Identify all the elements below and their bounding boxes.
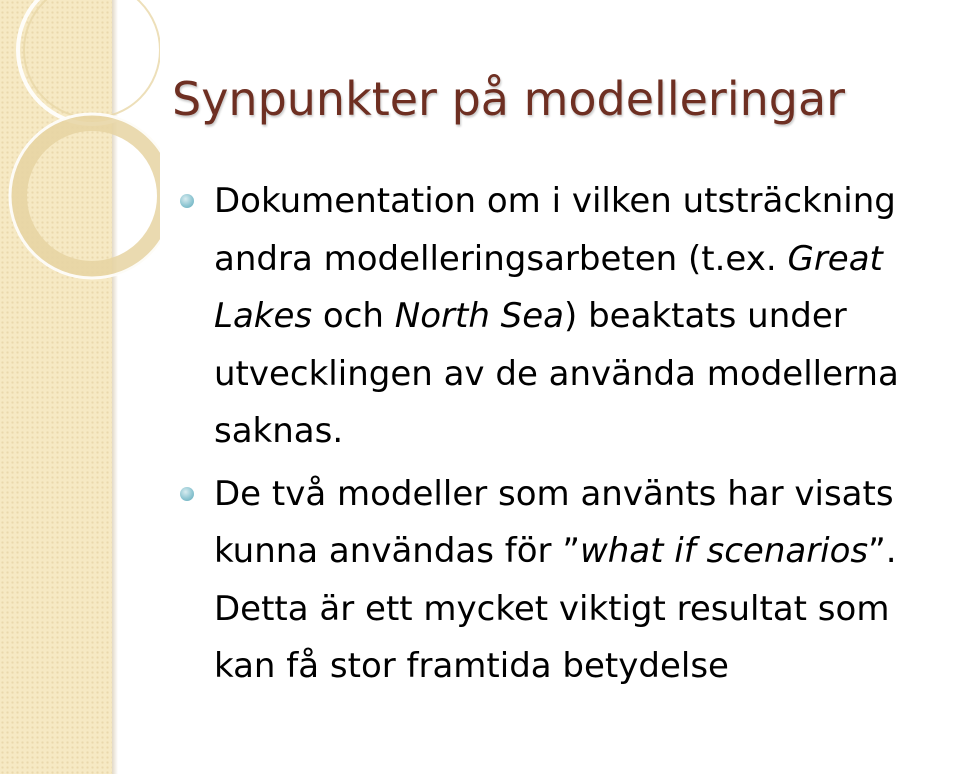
- bullet-text: Dokumentation om i vilken utsträckning andra modelleringsarbeten (t.ex.: [214, 181, 896, 279]
- bullet-text-italic: Great Lakes: [214, 238, 883, 336]
- bullet-list: [214, 173, 960, 696]
- slide-title: Synpunkter på modelleringar: [172, 72, 846, 126]
- bullet-text: och: [312, 296, 395, 336]
- bullet-item: [214, 173, 960, 461]
- decorative-circles: [0, 0, 160, 290]
- bullet-item: [214, 466, 960, 696]
- bullet-dot-icon: [180, 194, 194, 208]
- bullet-text: De två modeller som använts har visats kunna användas för ”: [214, 473, 894, 571]
- bullet-text-italic: North Sea: [394, 296, 565, 336]
- bullet-text-italic: what if scenarios: [579, 531, 869, 571]
- decorative-ring-thick: [18, 122, 160, 270]
- bullet-text: ”. Detta är ett mycket viktigt resultat som kan få stor framtida betydelse: [214, 531, 897, 686]
- bullet-text: ) beaktats under utvecklingen av de använda modellerna saknas.: [214, 296, 899, 451]
- decorative-circle-large-inner: [24, 0, 160, 118]
- decorative-circle-large: [18, 0, 160, 124]
- bullet-dot-icon: [180, 487, 194, 501]
